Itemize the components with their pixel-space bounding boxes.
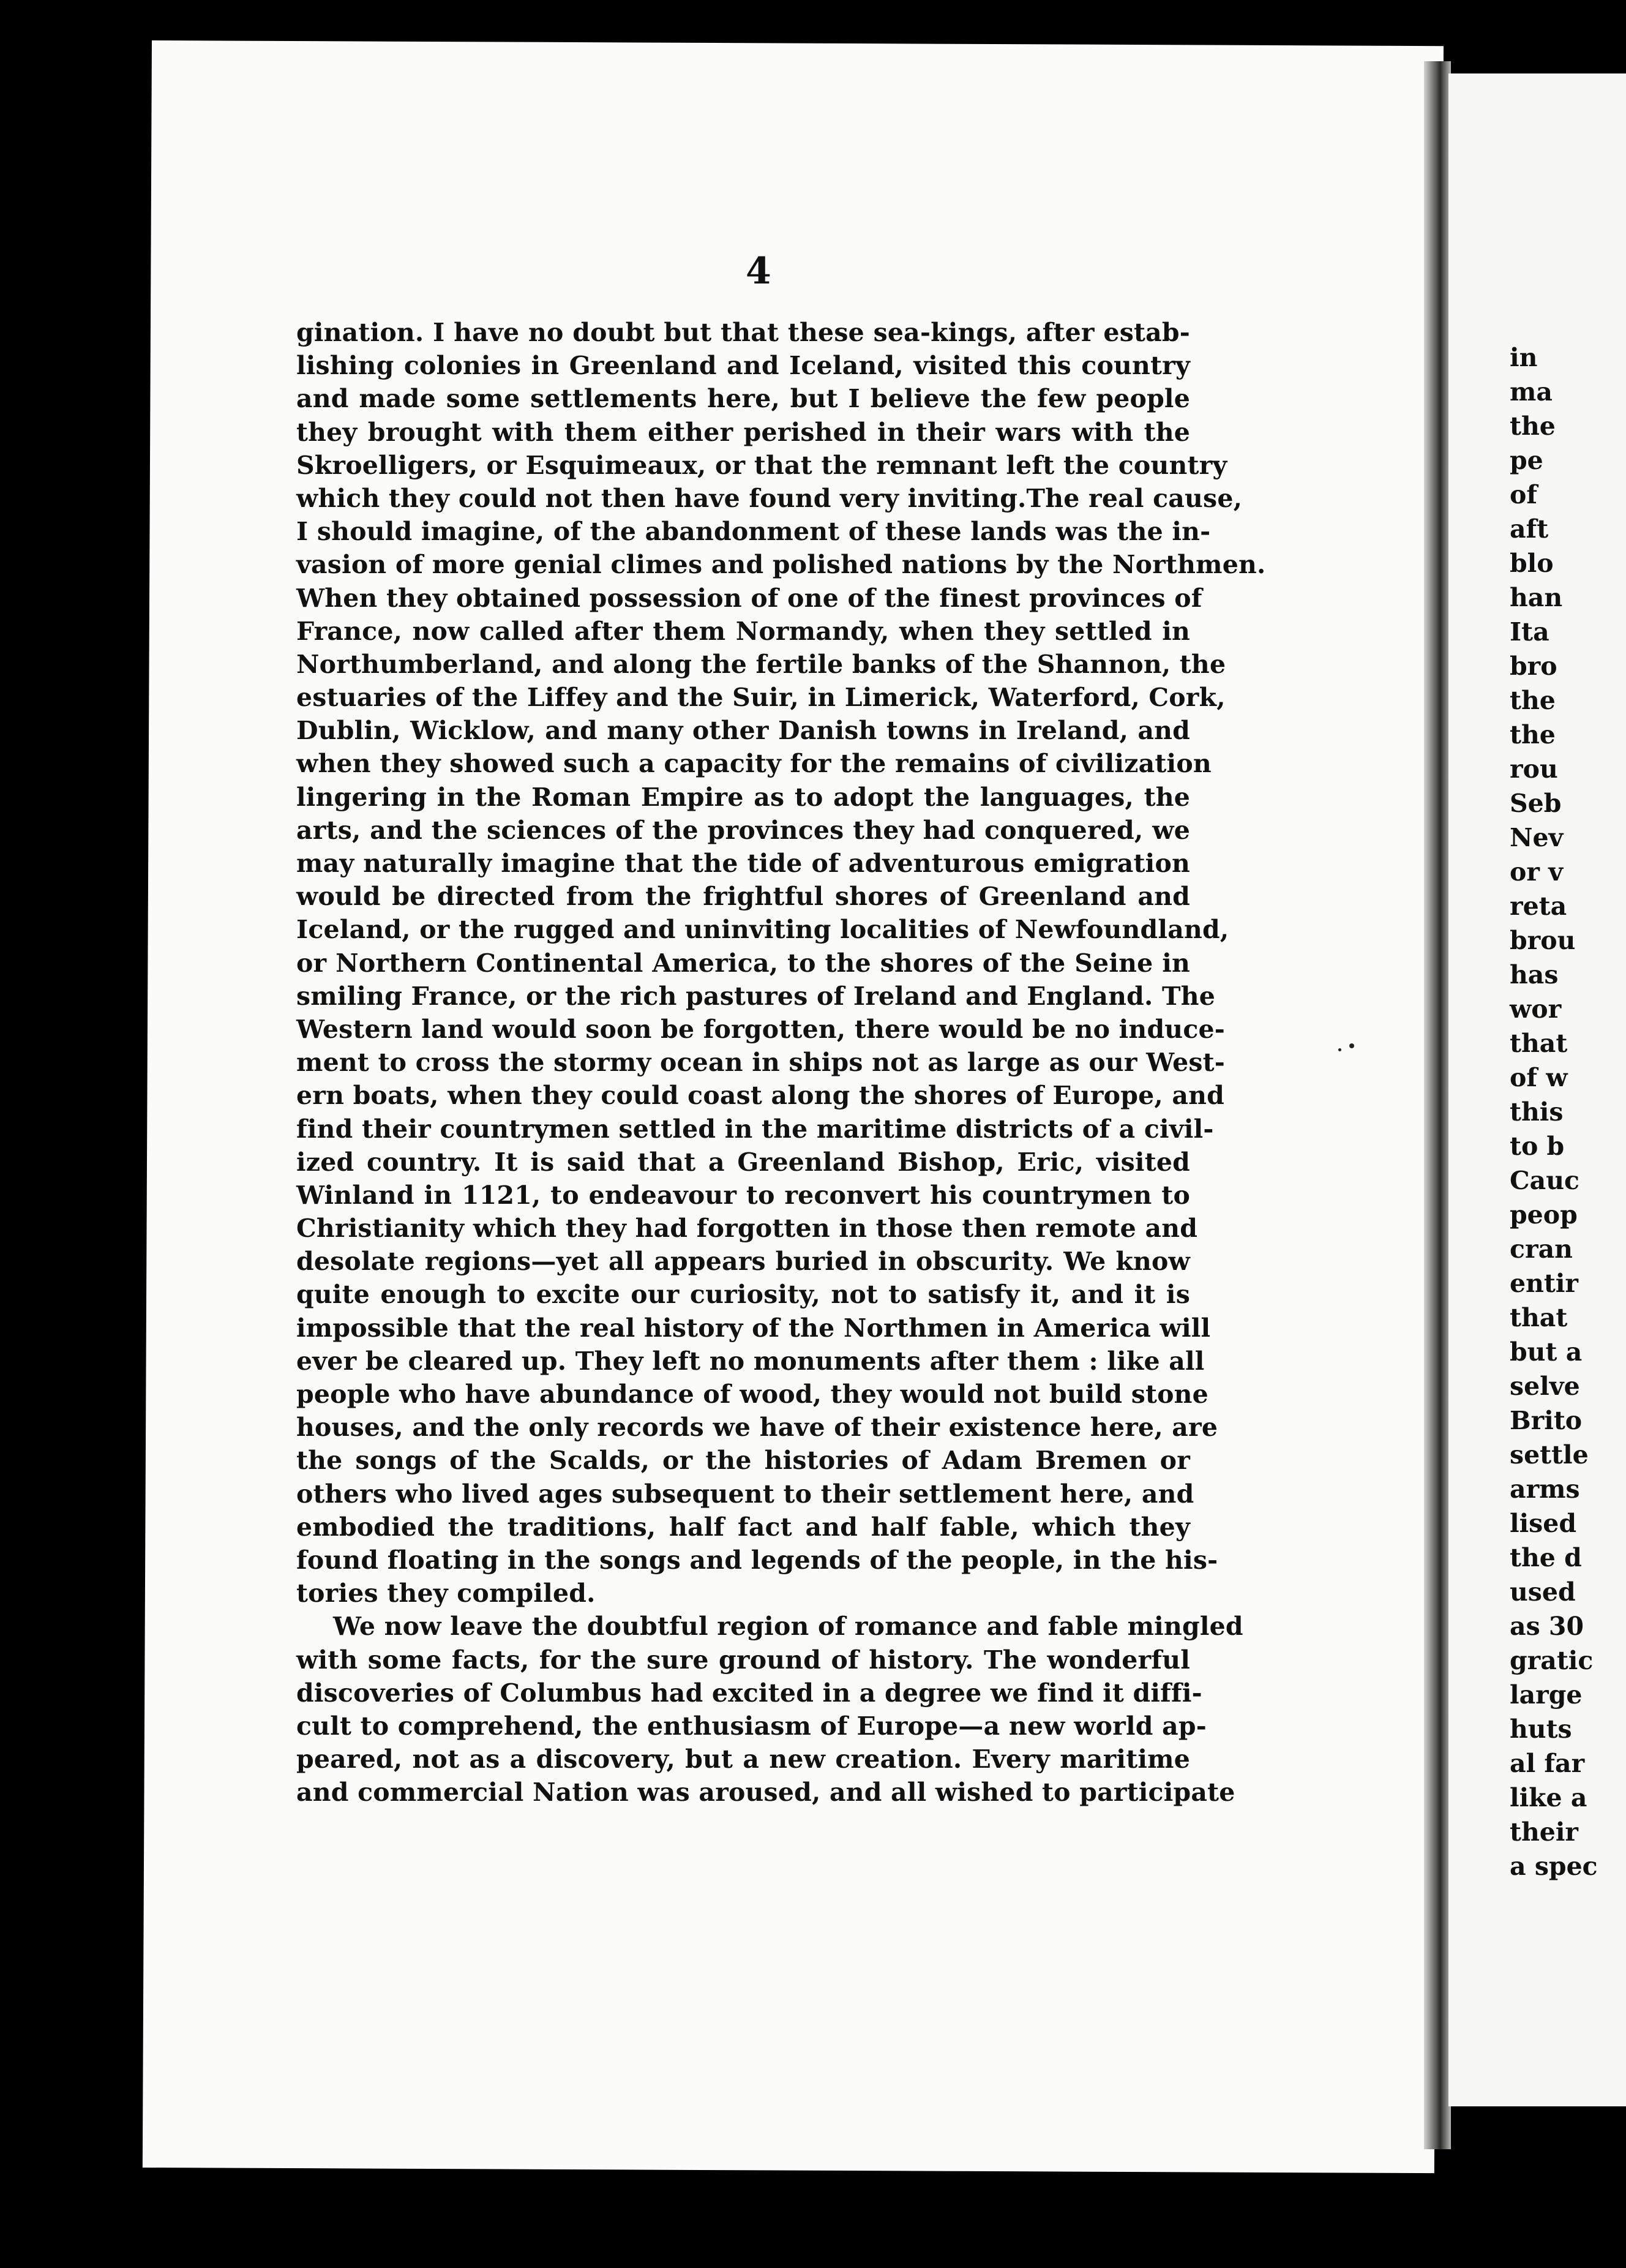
text-line-fragment: Ita (1510, 617, 1549, 647)
text-line: people who have abundance of wood, they would not build stone (296, 1380, 1208, 1409)
text-line-fragment: selve (1510, 1372, 1580, 1401)
text-line: Christianity which they had forgotten in those then remote and (296, 1214, 1198, 1244)
text-line: Northumberland, and along the fertile banks of the Shannon, the (296, 649, 1226, 679)
text-line: found floating in the songs and legends of the people, in the his- (296, 1545, 1218, 1575)
text-line-fragment: the (1510, 686, 1556, 715)
text-line-fragment: Seb (1510, 789, 1562, 818)
text-line: others who lived ages subsequent to their settlement here, and (296, 1479, 1194, 1509)
text-line-fragment: bro (1510, 651, 1557, 681)
text-line: the songs of the Scalds, or the histories of Adam Bremen or (296, 1446, 1190, 1476)
text-line-fragment: peop (1510, 1200, 1578, 1230)
text-line-fragment: Cauc (1510, 1166, 1579, 1195)
text-line-fragment: han (1510, 583, 1563, 612)
text-line: When they obtained possession of one of the finest provinces of (296, 583, 1202, 613)
text-line-fragment: arms (1510, 1474, 1580, 1504)
text-line: ment to cross the stormy ocean in ships not as large as our West- (296, 1048, 1225, 1078)
text-line-fragment: rou (1510, 754, 1558, 784)
text-line: Skroelligers, or Esquimeaux, or that the remnant left the country (296, 450, 1227, 480)
text-line-fragment: in (1510, 343, 1538, 372)
text-line-fragment: wor (1510, 994, 1562, 1024)
text-line-fragment: that (1510, 1029, 1568, 1058)
page-number: 4 (746, 250, 771, 293)
left-page-text (296, 316, 1266, 1809)
text-line-fragment: the (1510, 411, 1556, 441)
text-line: arts, and the sciences of the provinces they had conquered, we (296, 815, 1190, 845)
text-line: ever be cleared up. They left no monuments after them : like all (296, 1346, 1205, 1376)
text-line: they brought with them either perished in their wars with the (296, 417, 1190, 447)
text-line-fragment: but a (1510, 1337, 1583, 1367)
text-line: We now leave the doubtful region of romance and fable mingled (333, 1612, 1243, 1642)
book-gutter (1424, 61, 1451, 2149)
ink-speck (1349, 1043, 1354, 1048)
text-line: cult to comprehend, the enthusiasm of Europe—a new world ap- (296, 1711, 1207, 1741)
text-line: would be directed from the frightful shores of Greenland and (296, 882, 1190, 912)
text-line-fragment: a spec (1510, 1852, 1598, 1881)
text-line-fragment: pe (1510, 446, 1543, 475)
text-line: embodied the traditions, half fact and half fable, which they (296, 1512, 1190, 1542)
text-line: Iceland, or the rugged and uninviting localities of Newfoundland, (296, 915, 1229, 945)
text-line: lingering in the Roman Empire as to adopt the languages, the (296, 782, 1190, 812)
text-line-fragment: used (1510, 1577, 1576, 1607)
text-line: I should imagine, of the abandonment of these lands was the in- (296, 517, 1211, 547)
text-line-fragment: entir (1510, 1269, 1579, 1298)
ink-speck (1338, 1048, 1341, 1051)
text-line: tories they compiled. (296, 1579, 596, 1609)
text-line: ern boats, when they could coast along the shores of Europe, and (296, 1081, 1224, 1111)
text-line-fragment: like a (1510, 1783, 1587, 1812)
right-page-text-fragment (1510, 340, 1598, 1883)
text-line: quite enough to excite our curiosity, not to satisfy it, and it is (296, 1280, 1190, 1310)
text-line: or Northern Continental America, to the shores of the Seine in (296, 948, 1190, 978)
text-line-fragment: gratic (1510, 1646, 1594, 1675)
text-line: with some facts, for the sure ground of history. The wonderful (296, 1645, 1190, 1675)
text-line: smiling France, or the rich pastures of Ireland and England. The (296, 981, 1215, 1011)
text-line-fragment: Brito (1510, 1406, 1583, 1435)
text-line: when they showed such a capacity for the remains of civilization (296, 749, 1212, 779)
text-line-fragment: their (1510, 1817, 1579, 1847)
text-line: France, now called after them Normandy, when they settled in (296, 616, 1190, 646)
text-line-fragment: cran (1510, 1234, 1573, 1264)
text-line: discoveries of Columbus had excited in a degree we find it diffi- (296, 1678, 1202, 1708)
text-line-fragment: Nev (1510, 823, 1564, 852)
text-line: which they could not then have found very inviting.The real cause, (296, 483, 1243, 513)
text-line-fragment: brou (1510, 926, 1576, 955)
text-line-fragment: has (1510, 960, 1559, 989)
text-line-fragment: of (1510, 480, 1537, 509)
text-line: lishing colonies in Greenland and Iceland, visited this country (296, 351, 1190, 381)
text-line-fragment: lised (1510, 1509, 1576, 1538)
text-line: gination. I have no doubt but that these sea-kings, after estab- (296, 318, 1190, 347)
text-line-fragment: to b (1510, 1132, 1565, 1161)
text-line: find their countrymen settled in the maritime districts of a civil- (296, 1114, 1214, 1144)
text-line-fragment: settle (1510, 1440, 1589, 1470)
text-line: houses, and the only records we have of their existence here, are (296, 1413, 1218, 1443)
text-line-fragment: al far (1510, 1749, 1585, 1778)
text-line-fragment: this (1510, 1097, 1564, 1127)
text-line-fragment: reta (1510, 892, 1567, 921)
text-line: impossible that the real history of the Northmen in America will (296, 1313, 1211, 1343)
text-line-fragment: blo (1510, 549, 1554, 578)
text-line-fragment: aft (1510, 514, 1549, 544)
text-line-fragment: the d (1510, 1543, 1582, 1572)
text-line: Winland in 1121, to endeavour to reconvert his countrymen to (296, 1180, 1190, 1210)
text-line-fragment: of w (1510, 1063, 1568, 1092)
text-line: and made some settlements here, but I believe the few people (296, 384, 1190, 414)
text-line: ized country. It is said that a Greenland Bishop, Eric, visited (296, 1147, 1190, 1177)
text-line-fragment: as 30 (1510, 1612, 1584, 1641)
text-line: estuaries of the Liffey and the Suir, in Limerick, Waterford, Cork, (296, 683, 1226, 713)
text-line: Dublin, Wicklow, and many other Danish towns in Ireland, and (296, 716, 1190, 746)
text-line: vasion of more genial climes and polished nations by the Northmen. (296, 550, 1266, 580)
text-line: and commercial Nation was aroused, and all wished to participate (296, 1778, 1235, 1808)
text-line-fragment: or v (1510, 857, 1564, 887)
text-line: peared, not as a discovery, but a new creation. Every maritime (296, 1744, 1190, 1774)
text-line-fragment: ma (1510, 377, 1553, 407)
text-line-fragment: the (1510, 720, 1556, 749)
text-line-fragment: that (1510, 1303, 1568, 1332)
text-line: desolate regions—yet all appears buried in obscurity. We know (296, 1247, 1190, 1277)
text-line-fragment: large (1510, 1680, 1583, 1710)
text-line: may naturally imagine that the tide of adventurous emigration (296, 849, 1190, 878)
text-line-fragment: huts (1510, 1714, 1572, 1744)
text-line: Western land would soon be forgotten, there would be no induce- (296, 1014, 1225, 1044)
